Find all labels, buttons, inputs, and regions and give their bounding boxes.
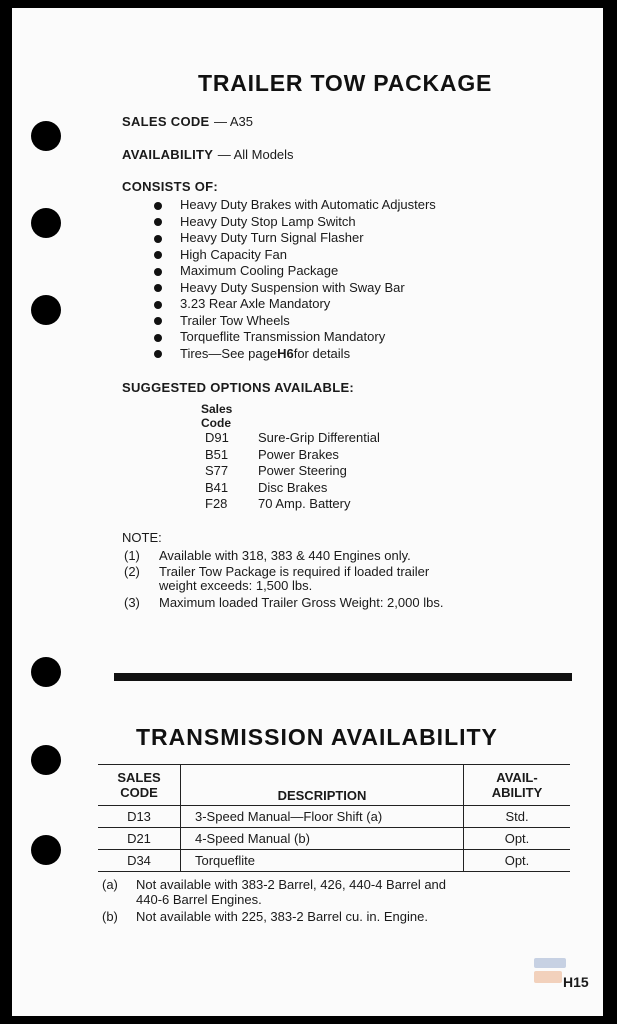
- option-row: D91 Sure-Grip Differential: [205, 430, 380, 445]
- footnote-item: (b) Not available with 225, 383-2 Barrel cu. in. Engine.: [102, 909, 428, 924]
- bullet-icon: [154, 218, 162, 226]
- options-column-header: Sales Code: [201, 402, 233, 430]
- list-item: Trailer Tow Wheels: [150, 313, 436, 330]
- table-row: D13 3-Speed Manual—Floor Shift (a) Std.: [98, 806, 570, 828]
- consists-list: [150, 197, 436, 362]
- suggested-options-label: SUGGESTED OPTIONS AVAILABLE:: [122, 380, 355, 395]
- bullet-icon: [154, 235, 162, 243]
- consists-label: CONSISTS OF:: [122, 179, 219, 194]
- sales-code-label: SALES CODE: [122, 114, 210, 129]
- availability-label: AVAILABILITY: [122, 147, 214, 162]
- binder-hole: [31, 835, 61, 865]
- option-row: F28 70 Amp. Battery: [205, 496, 351, 511]
- column-header-availability: AVAIL- ABILITY: [464, 765, 571, 806]
- section-divider: [114, 673, 572, 681]
- list-item-tires: Tires—See pageH6for details: [150, 346, 436, 363]
- binder-hole: [31, 295, 61, 325]
- page-title: TRAILER TOW PACKAGE: [198, 70, 493, 96]
- bullet-icon: [154, 202, 162, 210]
- list-item: Heavy Duty Stop Lamp Switch: [150, 214, 436, 231]
- watermark-logo: [533, 957, 567, 987]
- sales-code-line: [122, 113, 253, 131]
- availability-value: — All Models: [217, 147, 294, 162]
- page-number: H15: [563, 974, 589, 990]
- bullet-icon: [154, 350, 162, 358]
- list-item: Heavy Duty Suspension with Sway Bar: [150, 280, 436, 297]
- list-item: Heavy Duty Turn Signal Flasher: [150, 230, 436, 247]
- list-item: Maximum Cooling Package: [150, 263, 436, 280]
- bullet-icon: [154, 251, 162, 259]
- option-row: B41 Disc Brakes: [205, 479, 328, 495]
- sales-code-value: — A35: [213, 114, 253, 129]
- bullet-icon: [154, 268, 162, 276]
- note-item: (2) Trailer Tow Package is required if loaded trailer weight exceeds: 1,500 lbs.: [124, 564, 430, 593]
- list-item: High Capacity Fan: [150, 247, 436, 264]
- bullet-icon: [154, 317, 162, 325]
- note-item: (3) Maximum loaded Trailer Gross Weight: 2,000 lbs.: [124, 595, 444, 610]
- binder-hole: [31, 745, 61, 775]
- bullet-icon: [154, 334, 162, 342]
- transmission-table: [98, 764, 570, 872]
- binder-hole: [31, 657, 61, 687]
- list-item: 3.23 Rear Axle Mandatory: [150, 296, 436, 313]
- availability-line: [122, 146, 294, 164]
- bullet-icon: [154, 284, 162, 292]
- list-item: Torqueflite Transmission Mandatory: [150, 329, 436, 346]
- table-header-row: [98, 765, 570, 806]
- footnote-item: (a) Not available with 383-2 Barrel, 426, 440-4 Barrel and 440-6 Barrel Engines.: [102, 877, 447, 907]
- option-row: B51 Power Brakes: [205, 446, 339, 462]
- list-item: Heavy Duty Brakes with Automatic Adjusters: [150, 197, 436, 214]
- section-title: TRANSMISSION AVAILABILITY: [136, 724, 498, 750]
- page-reference: H6: [277, 345, 294, 361]
- table-row: D21 4-Speed Manual (b) Opt.: [98, 828, 570, 850]
- table-row: D34 Torqueflite Opt.: [98, 850, 570, 872]
- note-item: (1) Available with 318, 383 & 440 Engines only.: [124, 548, 411, 563]
- bullet-icon: [154, 301, 162, 309]
- note-label: NOTE:: [122, 530, 162, 545]
- column-header-sales-code: SALES CODE: [117, 770, 161, 800]
- option-row: S77 Power Steering: [205, 463, 347, 478]
- column-header-description: DESCRIPTION: [181, 765, 464, 806]
- binder-hole: [31, 121, 61, 151]
- binder-hole: [31, 208, 61, 238]
